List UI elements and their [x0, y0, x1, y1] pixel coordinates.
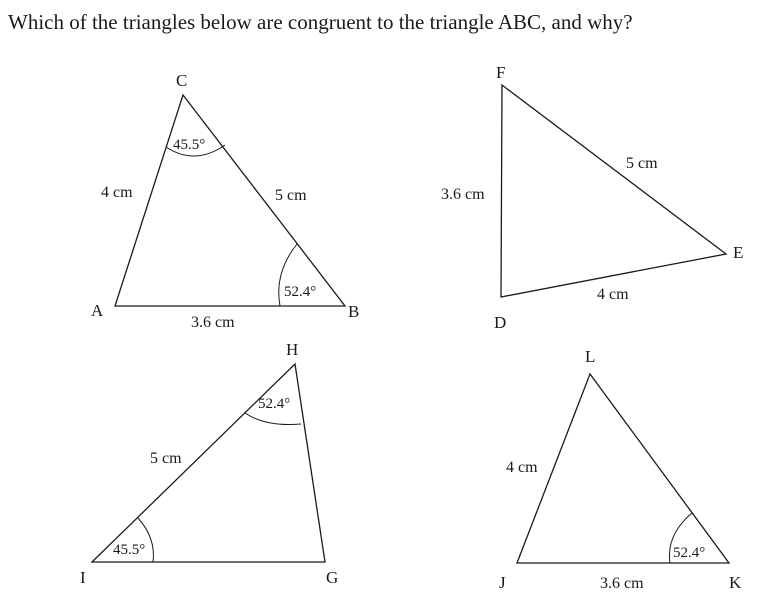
question-text: Which of the triangles below are congruent to the triangle ABC, and why?	[8, 10, 633, 34]
angle-label-h: 52.4°	[258, 396, 291, 412]
triangle-jkl	[499, 347, 742, 592]
side-label-ih: 5 cm	[150, 450, 182, 467]
side-label-cb: 5 cm	[275, 187, 307, 204]
vertex-label-k: K	[729, 573, 742, 592]
triangle-def-outline	[501, 85, 726, 297]
vertex-label-g: G	[326, 568, 339, 587]
angle-label-c: 45.5°	[173, 137, 206, 153]
side-label-ab: 3.6 cm	[191, 314, 235, 331]
vertex-label-i: I	[80, 568, 86, 587]
vertex-label-d: D	[494, 313, 507, 332]
side-label-df: 3.6 cm	[441, 186, 485, 203]
triangle-abc	[91, 71, 359, 331]
vertex-label-a: A	[91, 301, 104, 320]
triangle-jkl-outline	[517, 374, 729, 563]
triangle-def	[441, 63, 743, 332]
vertex-label-j: J	[499, 573, 506, 592]
vertex-label-c: C	[176, 71, 188, 90]
angle-label-b: 52.4°	[284, 284, 317, 300]
angle-label-k: 52.4°	[673, 545, 706, 561]
vertex-label-h: H	[286, 340, 299, 359]
vertex-label-e: E	[733, 243, 744, 262]
vertex-label-f: F	[496, 63, 506, 82]
angle-arc-h	[245, 413, 301, 425]
vertex-label-b: B	[348, 302, 360, 321]
triangle-abc-outline	[115, 95, 345, 306]
side-label-ac: 4 cm	[101, 184, 133, 201]
vertex-label-l: L	[585, 347, 596, 366]
side-label-fe: 5 cm	[626, 155, 658, 172]
triangle-ghi	[80, 340, 338, 587]
angle-label-i: 45.5°	[113, 542, 146, 558]
side-label-de: 4 cm	[597, 286, 629, 303]
side-label-jl: 4 cm	[506, 459, 538, 476]
side-label-jk: 3.6 cm	[600, 575, 644, 592]
triangle-ghi-outline	[92, 364, 325, 562]
